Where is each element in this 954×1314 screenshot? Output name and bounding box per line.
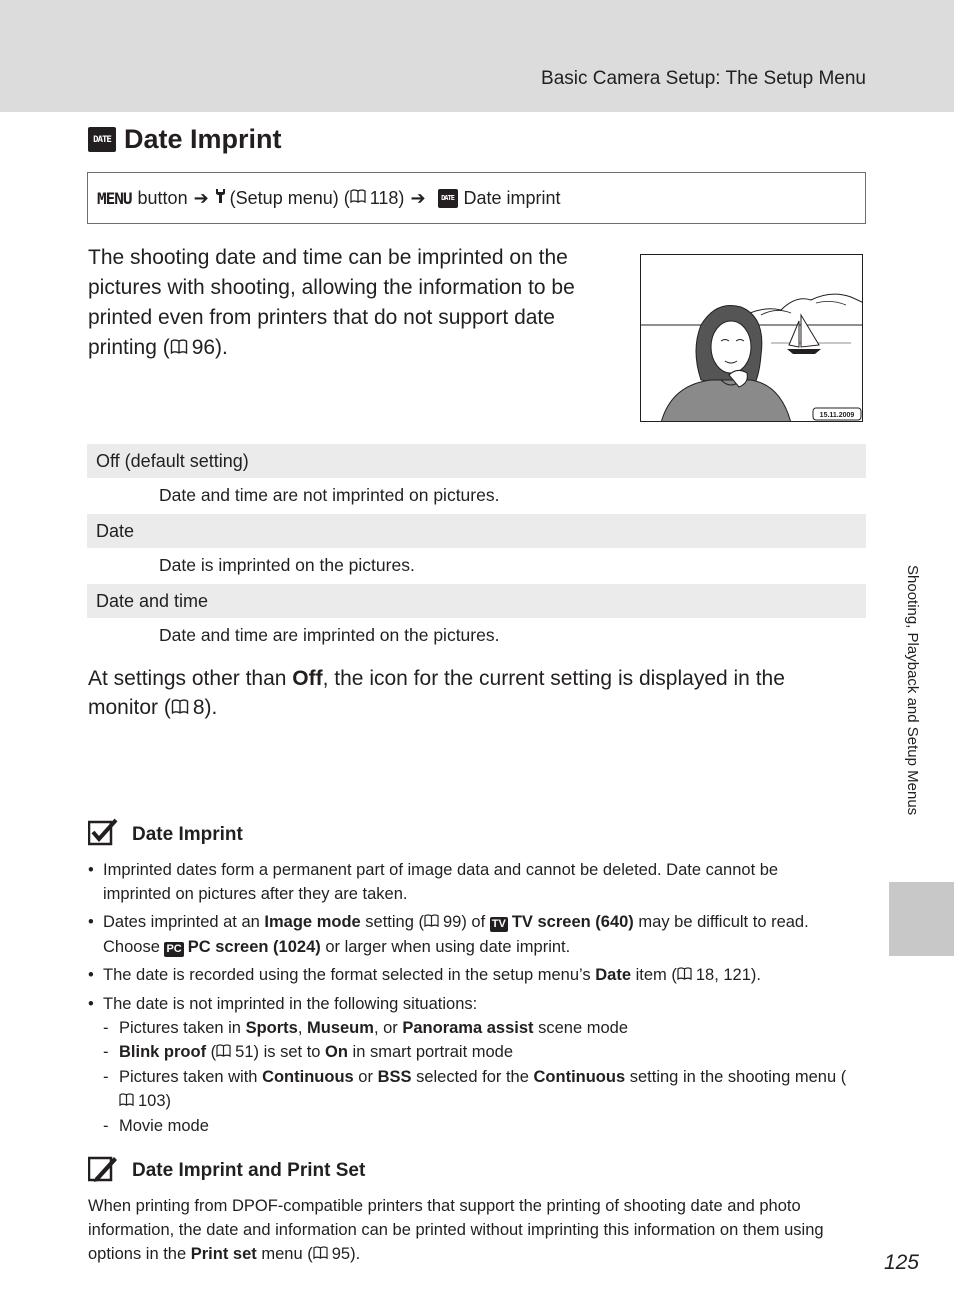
- sub-list-item: [103, 1114, 848, 1138]
- list-item: [88, 910, 848, 959]
- list-item: [88, 992, 848, 1138]
- page-number: 125: [883, 1251, 919, 1274]
- book-reference-icon: [170, 341, 188, 358]
- sub-item-text: setting in the shooting menu (: [625, 1068, 847, 1086]
- list-item: [88, 963, 848, 988]
- sub-item-bold: Blink proof: [119, 1043, 207, 1061]
- sub-item-text: Pictures taken with: [119, 1068, 263, 1086]
- sub-item-text: ,: [297, 1019, 307, 1037]
- sub-item-text: Movie mode: [119, 1117, 209, 1135]
- sub-item-text: 51) is set to: [235, 1043, 326, 1061]
- option-date: Date: [87, 514, 866, 548]
- list-item-bold: TV screen (640): [511, 913, 634, 931]
- sub-item-bold: On: [325, 1043, 348, 1061]
- sub-item-text: (: [206, 1043, 217, 1061]
- sub-item-bold: Continuous: [262, 1068, 354, 1086]
- sub-item-text: selected for the: [411, 1068, 534, 1086]
- list-item-text: or larger when using date imprint.: [320, 938, 571, 956]
- book-reference-icon: [216, 1044, 231, 1061]
- caution-note-heading: [88, 818, 243, 851]
- list-item-bold: Date: [595, 966, 631, 984]
- tv-screen-icon: TV: [491, 918, 506, 930]
- para2-ref: 8).: [192, 696, 218, 719]
- book-reference-icon: [171, 701, 189, 718]
- option-date-desc: Date is imprinted on the pictures.: [159, 555, 415, 575]
- list-item-text: 18, 121).: [695, 966, 761, 984]
- intro-ref: 96).: [191, 336, 228, 359]
- list-item-bold: Image mode: [264, 913, 361, 931]
- arrow-right-icon: ➔: [410, 187, 426, 208]
- sub-item-text: , or: [373, 1019, 403, 1037]
- list-item-text: may be difficult to read. Choose: [103, 913, 809, 956]
- sub-item-text: in smart portrait mode: [347, 1043, 514, 1061]
- para3-ref: 95).: [331, 1245, 361, 1263]
- chapter-tab: [889, 882, 954, 956]
- arrow-right-icon: ➔: [193, 187, 209, 208]
- header-band: [0, 0, 954, 112]
- menu-button-icon: MENU: [97, 188, 132, 208]
- photo-date-stamp: 15.11.2009: [819, 412, 855, 419]
- sub-item-bold: Continuous: [533, 1068, 626, 1086]
- para3-bold: Print set: [190, 1245, 257, 1263]
- menu-path-setup: (Setup menu) (: [229, 187, 350, 208]
- option-date-and-time: Date and time: [87, 584, 866, 618]
- list-item-bold: PC screen (1024): [187, 938, 321, 956]
- menu-path-ref: 118): [369, 187, 405, 208]
- book-reference-icon: [424, 914, 439, 931]
- option-off: Off (default setting): [87, 444, 866, 478]
- page-title: [88, 124, 282, 155]
- para3-text: menu (: [256, 1245, 313, 1263]
- caution-note-title: Date Imprint: [132, 823, 243, 845]
- sub-item-text: scene mode: [533, 1019, 629, 1037]
- page-title-text: Date Imprint: [124, 124, 282, 154]
- option-off-desc: Date and time are not imprinted on pictures.: [159, 485, 500, 505]
- pc-screen-icon: PC: [166, 943, 182, 955]
- book-reference-icon: [677, 967, 692, 984]
- book-reference-icon: [119, 1093, 134, 1110]
- para2-text: At settings other than: [88, 667, 293, 690]
- menu-path-item: Date imprint: [463, 187, 561, 208]
- section-header: Basic Camera Setup: The Setup Menu: [541, 68, 866, 89]
- pencil-note-icon: [88, 1154, 118, 1187]
- caution-note-list: [88, 858, 848, 1142]
- checkmark-icon: [88, 818, 118, 851]
- option-date-and-time-desc: Date and time are imprinted on the pictures.: [159, 625, 500, 645]
- chapter-label: Shooting, Playback and Setup Menus: [904, 565, 921, 816]
- para3-text: When printing from DPOF-compatible printers that support the printing of shooting date and photo information, the date and information can be printed without imprinting this information on them using options in the: [88, 1197, 824, 1263]
- sub-item-bold: BSS: [377, 1068, 412, 1086]
- sub-item-text: or: [353, 1068, 378, 1086]
- sub-item-bold: Sports: [245, 1019, 298, 1037]
- sub-list-item: [103, 1065, 848, 1114]
- settings-paragraph: [88, 664, 848, 724]
- para2-text: , the icon for the current setting is displayed in the monitor (: [88, 667, 785, 719]
- list-item-text: Imprinted dates form a permanent part of image data and cannot be deleted. Date cannot be imprinted on pictures after they are taken.: [103, 861, 779, 903]
- list-item-text: The date is not imprinted in the following situations:: [103, 995, 478, 1013]
- intro-paragraph: [88, 243, 628, 365]
- list-item-text: setting (: [360, 913, 424, 931]
- intro-text: The shooting date and time can be imprinted on the pictures with shooting, allowing the information to be printed even from printers that do not support date printing (: [88, 246, 575, 359]
- print-set-paragraph: [88, 1194, 868, 1267]
- list-item: [88, 858, 848, 906]
- sub-item-text: Pictures taken in: [119, 1019, 246, 1037]
- info-note-heading: [88, 1154, 365, 1187]
- date-imprint-icon: DATE: [438, 189, 458, 208]
- sub-item-bold: Museum: [307, 1019, 374, 1037]
- list-item-text: 99) of: [442, 913, 490, 931]
- sample-photo: [640, 254, 863, 422]
- para2-bold: Off: [292, 667, 323, 690]
- sub-item-bold: Panorama assist: [402, 1019, 534, 1037]
- list-item-text: item (: [631, 966, 677, 984]
- list-item-text: Dates imprinted at an: [103, 913, 265, 931]
- list-item-text: The date is recorded using the format selected in the setup menu’s: [103, 966, 596, 984]
- menu-path-button: button: [137, 187, 188, 208]
- book-reference-icon: [350, 189, 366, 208]
- sub-item-text: 103): [138, 1092, 172, 1110]
- sub-list-item: [103, 1040, 848, 1065]
- menu-path-box: [87, 172, 866, 224]
- date-imprint-icon: DATE: [88, 127, 116, 152]
- sub-list: [103, 1016, 848, 1138]
- info-note-title: Date Imprint and Print Set: [132, 1159, 366, 1181]
- wrench-icon: [215, 188, 226, 209]
- book-reference-icon: [313, 1246, 328, 1263]
- sub-list-item: [103, 1016, 848, 1040]
